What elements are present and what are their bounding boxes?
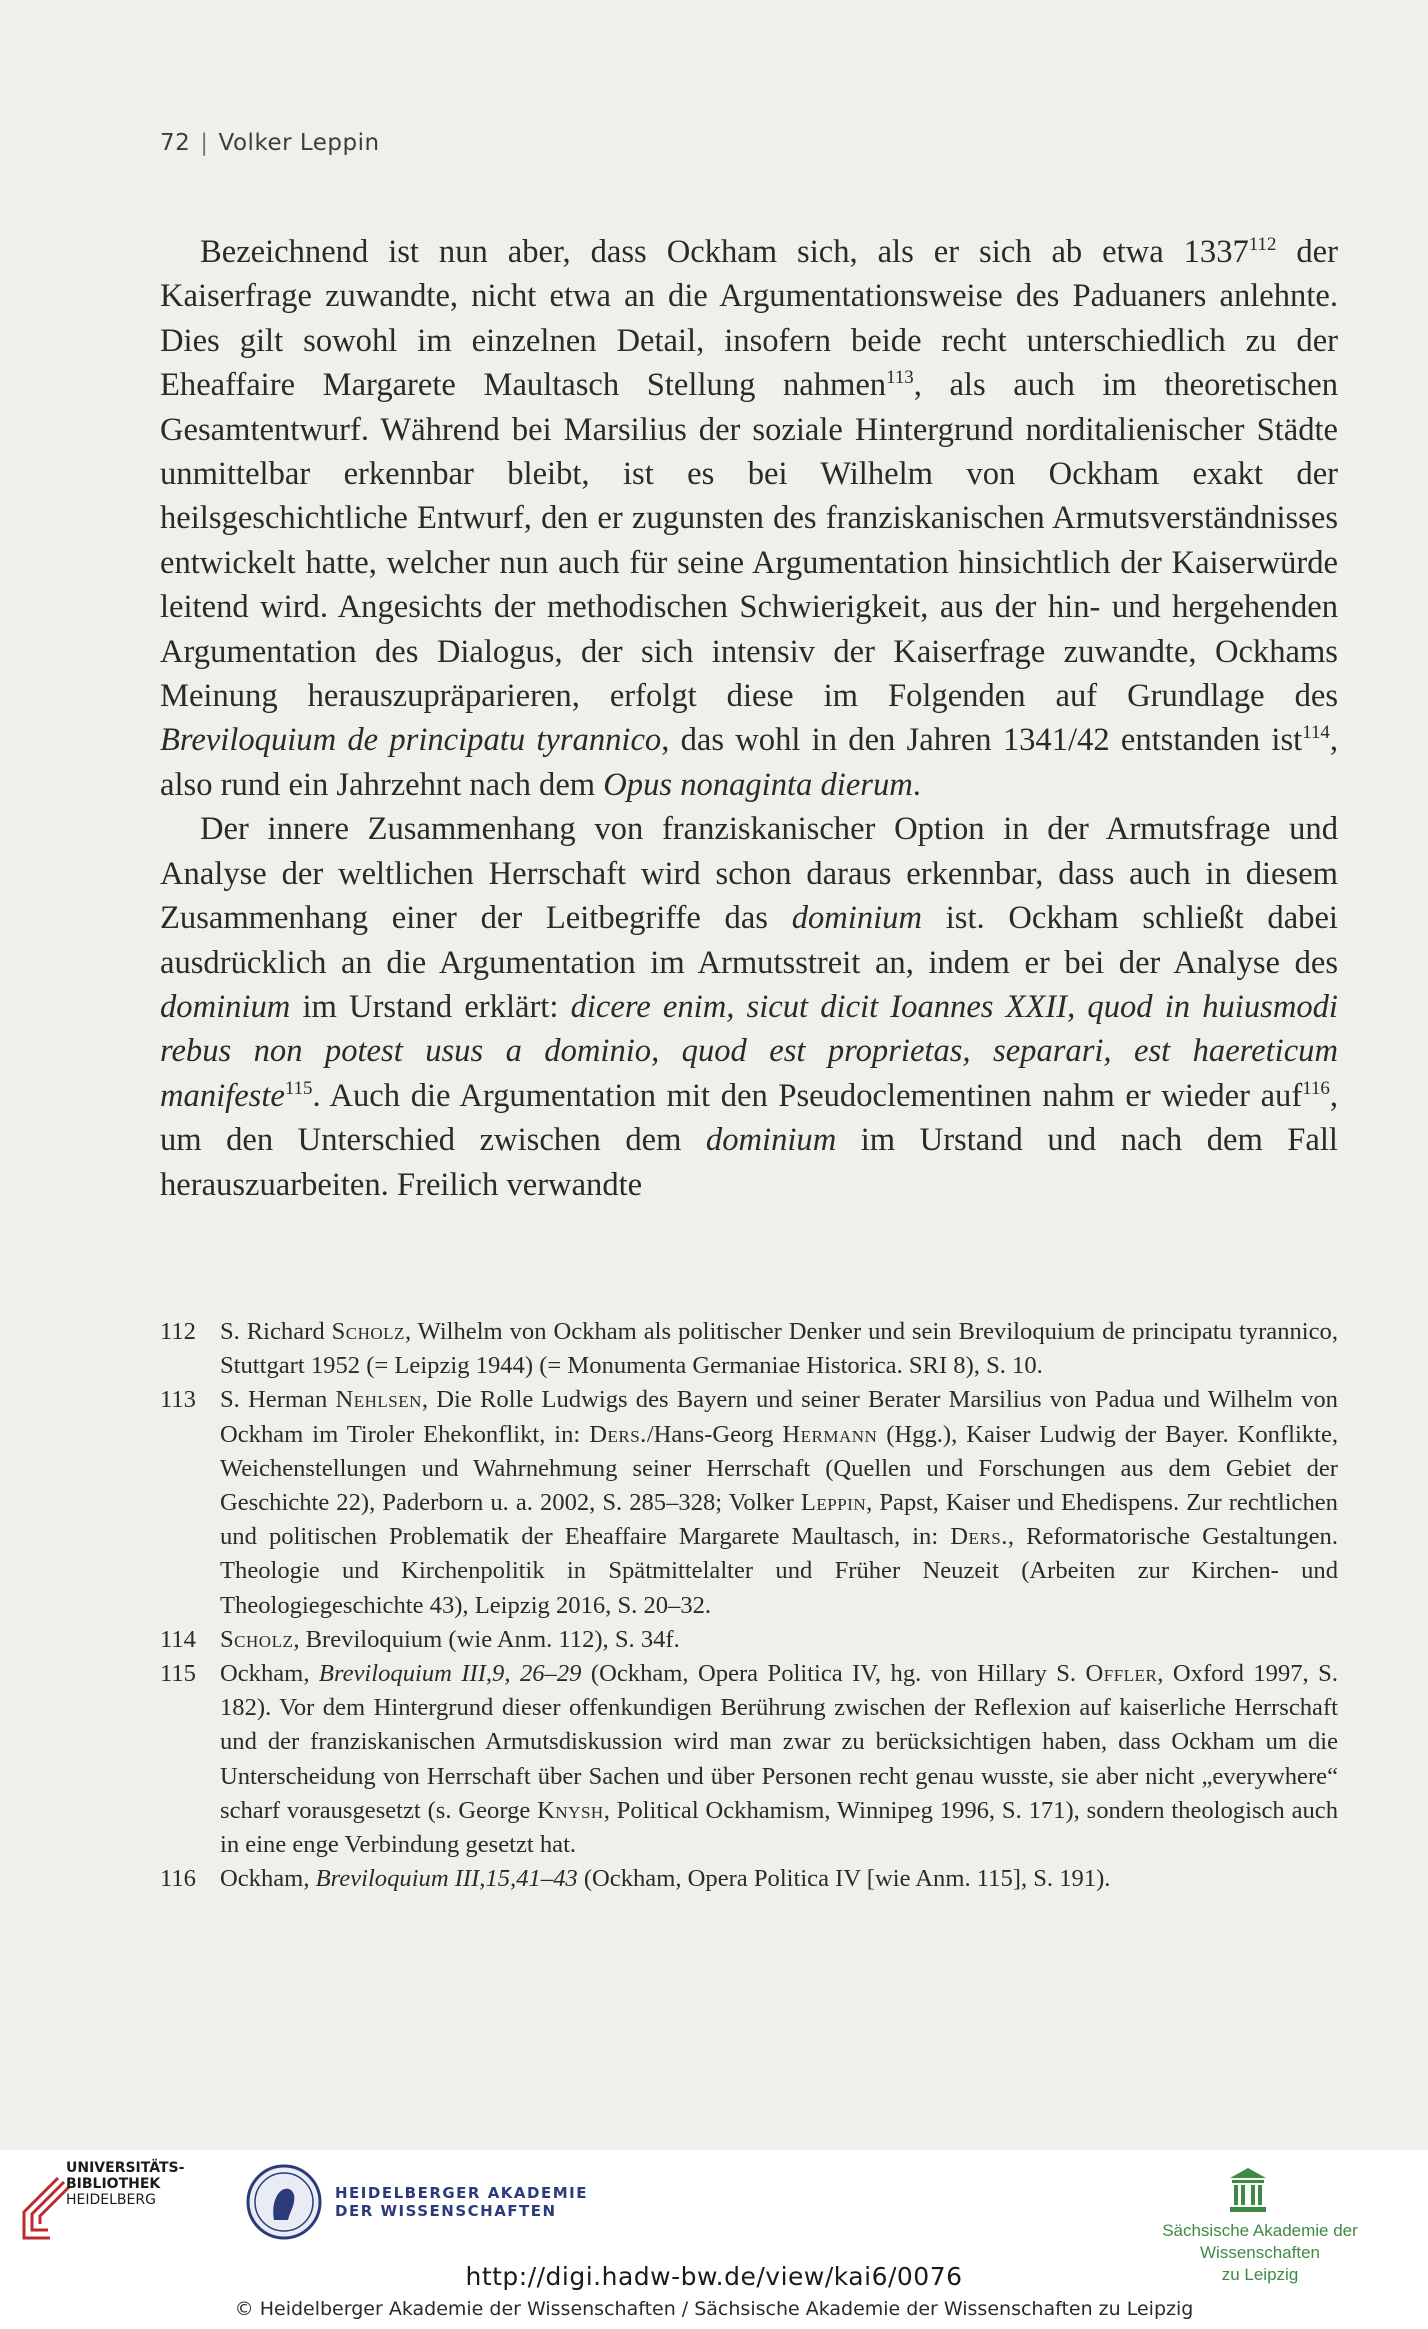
text-run: , Wilhelm von Ockham als politischer Denker und sein Breviloquium de principatu tyrannico, Stuttgart 1952 (= Leipzig 1944) (= Monumenta Germaniae Historica. SRI 8), S. 10. <box>220 1318 1338 1380</box>
page-number: 72 <box>160 130 191 156</box>
ub-line: HEIDELBERG <box>66 2192 156 2208</box>
ub-line: UNIVERSITÄTS- <box>66 2160 185 2176</box>
text-run: , Political Ockhamism, Winnipeg 1996, S. 171), sondern theologisch auch in eine enge Verbindung gesetzt hat. <box>220 1796 1338 1859</box>
footnote-text <box>220 1383 1338 1622</box>
text-run: ist. Ockham schließt dabei ausdrücklich an die Argumentation im Armutsstreit an, indem er bei der Analyse des <box>160 900 1338 981</box>
text-run: , Breviloquium (wie Anm. 112), S. 34f. <box>293 1625 680 1653</box>
footnote-text <box>220 1862 1338 1896</box>
footnote-number: 112 <box>160 1318 196 1345</box>
text-run: , das wohl in den Jahren 1341/42 entstanden ist <box>661 722 1303 759</box>
footnote-number: 115 <box>160 1660 196 1688</box>
footnote-text <box>220 1315 1338 1383</box>
text-run: der Kaiserfrage zuwandte, nicht etwa an die Argumentationsweise des Paduaners anlehnte. Dies gilt sowohl im einzelnen Detail, insofern beide recht unterschiedlich zu der Eheaffaire Margarete Maultasch Stellung nahmen <box>160 234 1338 404</box>
text-run: (Ockham, Opera Politica IV [wie Anm. 115], S. 191). <box>577 1865 1111 1893</box>
italic-citation: Breviloquium III,9, 26–29 <box>318 1660 582 1688</box>
paragraph-1 <box>160 230 1338 807</box>
footnote-116 <box>160 1862 1338 1896</box>
italic-term: dominium <box>160 988 291 1025</box>
text-run: /Hans-Georg <box>646 1420 783 1448</box>
author-name: Scholz <box>220 1625 294 1653</box>
footnote-ref-116[interactable]: 116 <box>1302 1077 1330 1099</box>
footnote-number: 113 <box>160 1386 196 1414</box>
text-run: S. Richard <box>220 1318 332 1345</box>
footnote-112 <box>160 1315 1338 1383</box>
permalink-url[interactable]: http://digi.hadw-bw.de/view/kai6/0076 <box>465 2262 963 2291</box>
text-run: , um den Unterschied zwischen dem <box>160 1077 1338 1159</box>
running-header <box>160 130 380 156</box>
text-run: , Die Rolle Ludwigs des Bayern und seiner Berater Marsilius von Padua und Wilhelm von Ockham im Tiroler Ehekonflikt, in: <box>220 1386 1338 1448</box>
italic-title: Breviloquium de principatu tyrannico <box>160 722 662 759</box>
author-name: Offler <box>1085 1660 1158 1688</box>
italic-citation: Breviloquium III,15,41–43 <box>315 1865 578 1893</box>
text-run: . Auch die Argumentation mit den Pseudoclementinen nahm er wieder auf <box>312 1077 1303 1114</box>
footnote-text <box>220 1657 1338 1862</box>
saw-line: zu Leipzig <box>1221 2265 1299 2284</box>
footnotes <box>160 1315 1338 1896</box>
footnote-113 <box>160 1383 1338 1622</box>
italic-title: Opus nonaginta dierum <box>603 766 913 803</box>
text-run: , also rund ein Jahrzehnt nach dem <box>160 722 1339 803</box>
footnote-ref-114[interactable]: 114 <box>1302 722 1330 744</box>
text-run: im Urstand erklärt: <box>290 988 571 1025</box>
footnote-number: 116 <box>160 1865 196 1893</box>
author-name: Leppin <box>800 1489 867 1517</box>
text-run: , Papst, Kaiser und Ehedispens. Zur rechtlichen und politischen Problematik der Eheaffaire Margarete Maultasch, in: <box>220 1489 1338 1551</box>
italic-term: dominium <box>705 1122 837 1159</box>
ub-line: BIBLIOTHEK <box>66 2176 161 2192</box>
footnote-115 <box>160 1657 1338 1862</box>
author-name: Scholz <box>331 1318 405 1345</box>
saw-building-icon <box>1230 2168 1266 2212</box>
text-run: Ockham, <box>220 1865 316 1893</box>
text-run: , als auch im theoretischen Gesamtentwurf. Während bei Marsilius der soziale Hintergrund norditalienischer Städte unmittelbar erkennbar bleibt, ist es bei Wilhelm von Ockham exakt der heilsgeschichtliche Entwurf, den er zugunsten des franziskanischen Armutsverständnisses entwickelt hatte, welcher nun auch für seine Argumentation hinsichtlich der Kaiserwürde leitend wird. Angesichts der methodischen Schwierigkeit, aus der hin- und hergehenden Argumentation des Dialogus, der sich intensiv der Kaiserfrage zuwandte, Ockhams Meinung herauszupräparieren, erfolgt diese im Folgenden auf Grundlage des <box>160 367 1338 715</box>
text-run: , Oxford 1997, S. 182). Vor dem Hintergrund dieser offenkundigen Berührung zwischen der Reflexion auf kaiserliche Herrschaft und der franziskanischen Armutsdiskussion wird man zwar zu berücksichtigen haben, dass Ockham um die Unterscheidung von Herrschaft über Sachen und über Personen recht genau wusste, sie aber nicht „everywhere“ scharf vorausgesetzt (s. George <box>220 1660 1338 1824</box>
text-run: . <box>912 766 921 803</box>
hadw-text <box>335 2184 588 2220</box>
footnote-ref-115[interactable]: 115 <box>284 1077 313 1099</box>
copyright-notice: © Heidelberger Akademie der Wissenschaften / Sächsische Akademie der Wissenschaften zu Leipzig <box>234 2298 1194 2320</box>
text-run: , Reformatorische Gestaltungen. Theologie und Kirchenpolitik in Spätmittelalter und Früher Neuzeit (Arbeiten zur Kirchen- und Theologiegeschichte 43), Leipzig 2016, S. 20–32. <box>220 1523 1338 1619</box>
ub-text <box>66 2160 184 2208</box>
text-run: (Hgg.), Kaiser Ludwig der Bayer. Konflikte, Weichenstellungen und Wahrnehmung seiner Herrschaft (Quellen und Forschungen aus dem Gebiet der Geschichte 22), Paderborn u. a. 2002, S. 285–328; Volker <box>220 1420 1339 1517</box>
author-name: Nehlsen <box>335 1386 422 1414</box>
author-name: Knysh <box>537 1796 604 1824</box>
hadw-line: DER WISSENSCHAFTEN <box>335 2202 557 2220</box>
main-text <box>160 230 1338 1207</box>
author-name: Hermann <box>782 1420 878 1448</box>
text-run: S. Herman <box>220 1386 336 1414</box>
running-author: Volker Leppin <box>218 130 380 156</box>
text-run: (Ockham, Opera Politica IV, hg. von Hillary S. <box>581 1660 1086 1688</box>
italic-term: dominium <box>791 900 923 937</box>
paragraph-2 <box>160 807 1338 1207</box>
author-name: Ders. <box>589 1420 647 1448</box>
saw-line: Sächsische Akademie der Wissenschaften <box>1162 2221 1358 2262</box>
footnote-114 <box>160 1623 1338 1657</box>
footnote-text <box>220 1623 1338 1657</box>
header-separator: | <box>200 130 209 156</box>
text-run: Ockham, <box>220 1660 319 1688</box>
hadw-seal-icon <box>244 2162 324 2242</box>
text-run: Bezeichnend ist nun aber, dass Ockham sich, als er sich ab etwa 1337 <box>200 234 1249 270</box>
text-run: Der innere Zusammenhang von franziskanischer Option in der Armutsfrage und Analyse der weltlichen Herrschaft wird schon daraus erkennbar, dass auch in diesem Zusammenhang einer der Leitbegriffe das <box>160 811 1338 937</box>
digitization-footer <box>0 2150 1428 2329</box>
hadw-line: HEIDELBERGER AKADEMIE <box>335 2184 588 2202</box>
footnote-number: 114 <box>160 1625 196 1653</box>
latin-quote: dicere enim, sicut dicit Ioannes XXII, quod in huiusmodi rebus non potest usus a dominio, quod est proprietas, separari, est haereticum manifeste <box>160 988 1338 1114</box>
author-name: Ders. <box>950 1523 1008 1551</box>
footnote-ref-112[interactable]: 112 <box>1248 234 1277 256</box>
footnote-ref-113[interactable]: 113 <box>886 367 914 389</box>
text-run: im Urstand und nach dem Fall herauszuarbeiten. Freilich verwandte <box>160 1122 1338 1203</box>
